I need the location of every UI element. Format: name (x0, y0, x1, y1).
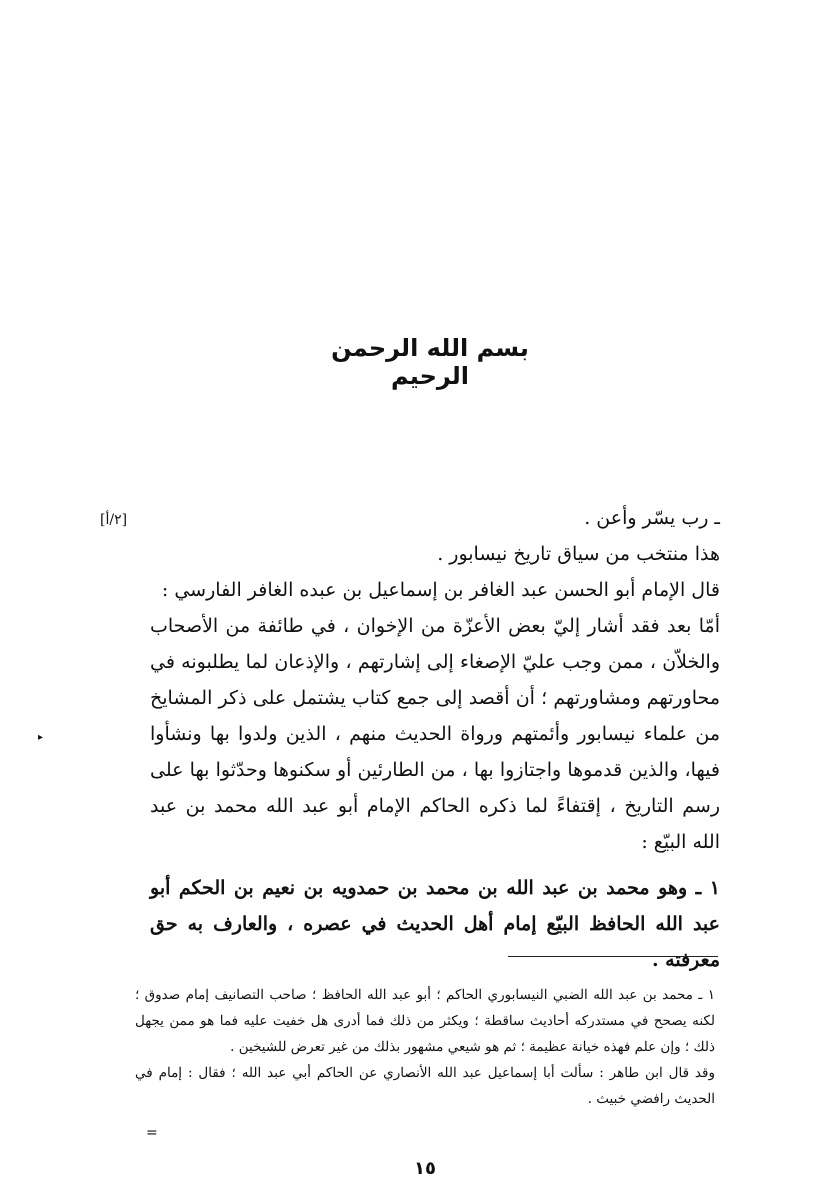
author-line: قال الإمام أبو الحسن عبد الغافر بن إسماعيل بن عبده الغافر الفارسي : (161, 579, 720, 601)
invocation-line: ـ رب يسّر وأعن . (584, 507, 720, 529)
footnote-divider (508, 956, 718, 957)
biography-entry-1: ١ ـ وهو محمد بن عبد الله بن محمد بن حمدويه بن نعيم بن الحكم أبو عبد الله الحافظ البيّع إمام أهل الحديث في عصره ، والعارف به حق معرفته . (150, 877, 720, 971)
basmala-heading: بسم الله الرحمن الرحيم (331, 334, 529, 390)
title-line: هذا منتخب من سياق تاريخ نيسابور . (437, 543, 720, 565)
folio-marker: [٢/أ] (100, 512, 128, 528)
margin-marker-icon: ▸ (38, 732, 44, 743)
introduction-paragraph: أمّا بعد فقد أشار إليّ بعض الأعزّة من الإخوان ، في طائفة من الأصحاب والخلاّن ، ممن وجب عليّ الإصغاء إلى إشارتهم ، والإذعان لما يطلبونه في محاورتهم ومشاورتهم ؛ أن أقصد إلى جمع كتاب يشتمل على ذكر المشايخ من علماء نيسابور وأئمتهم ورواة الحديث منهم ، الذين ولدوا بها ونشأوا فيها، والذين قدموها واجتازوا بها ، من الطارئين أو سكنوها وحدّثوا بها على رسم التاريخ ، إقتفاءً لما ذكره الحاكم الإمام أبو عبد الله محمد بن عبد الله البيّع : (150, 615, 720, 853)
footnotes-section (135, 982, 715, 1112)
footnote-1: ١ ـ محمد بن عبد الله الضبي النيسابوري الحاكم ؛ أبو عبد الله الحافظ ؛ صاحب التصانيف إمام صدوق ؛ لكنه يصحح في مستدركه أحاديث ساقطة ؛ ويكثر من ذلك فما أدرى هل خفيت عليه فما هو ممن يجهل ذلك ؛ وإن علم فهذه خيانة عظيمة ؛ ثم هو شيعي مشهور بذلك من غير تعرض للشيخين . (135, 987, 715, 1055)
page-number: ١٥ (414, 1158, 436, 1179)
footnote-1-continuation: وقد قال ابن طاهر : سألت أبا إسماعيل عبد الله الأنصاري عن الحاكم أبي عبد الله ؛ فقال : إمام في الحديث رافضي خبيث . (135, 1065, 715, 1107)
main-text-body (150, 500, 720, 978)
margin-equals-sign: = (146, 1125, 158, 1141)
